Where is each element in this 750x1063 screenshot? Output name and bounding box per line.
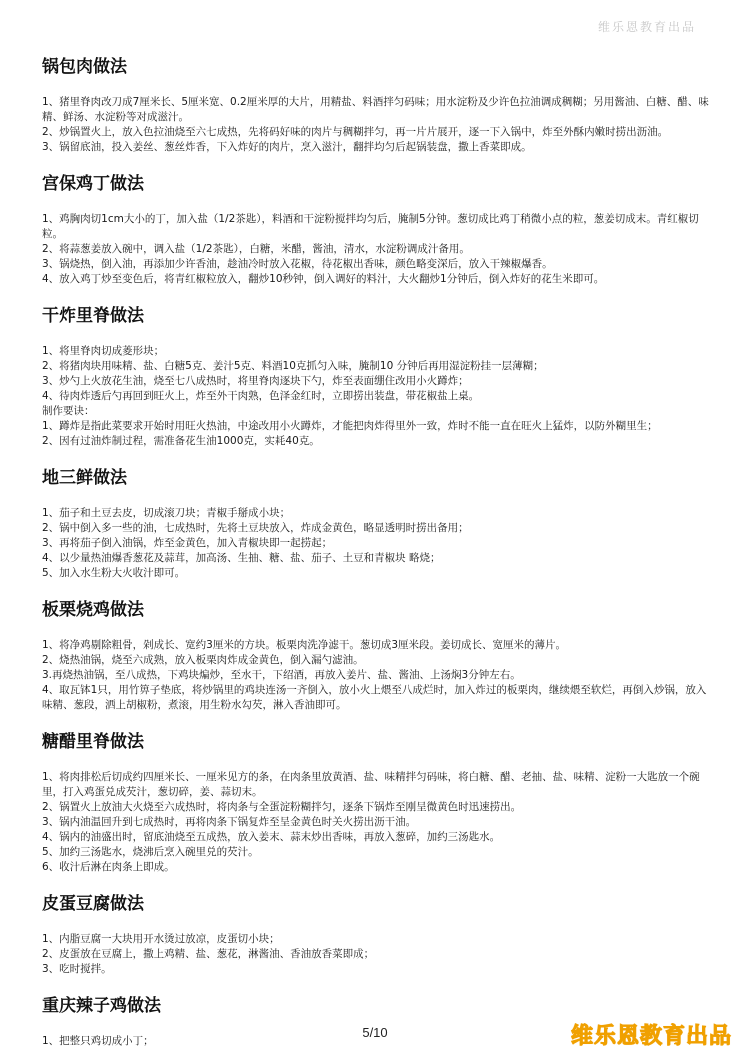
section-ganzhaliji <box>42 301 714 449</box>
text-line: 1、将里脊肉切成菱形块； <box>42 345 165 357</box>
text-line: 2、炒锅置火上，放入色拉油烧至六七成热，先将码好味的肉片与稠糊拌匀，再一片片展开，逐一下入锅中，炸至外酥内嫩时捞出沥油。 <box>42 126 669 138</box>
section-banlishaoji <box>42 595 714 713</box>
text-line: 1、将净鸡剔除粗骨，剁成长、宽约3厘米的方块。板栗肉洗净滤干。葱切成3厘米段。姜切成长、宽厘米的薄片。 <box>42 639 567 651</box>
text-line: 2、将猪肉块用味精、盐、白糖5克、姜汁5克、料酒10克抓匀入味，腌制10 分钟后再用湿淀粉挂一层薄糊； <box>42 360 544 372</box>
section-gongbaojiding <box>42 169 714 287</box>
text-line: 2、皮蛋放在豆腐上，撒上鸡精、盐、葱花，淋酱油、香油放香菜即成； <box>42 948 375 960</box>
text-line: 1、鸡胸肉切1cm大小的丁，加入盐（1/2茶匙），料酒和干淀粉搅拌均匀后，腌制5分钟。葱切成比鸡丁稍微小点的粒，葱姜切成末。青红椒切粒。 <box>42 213 699 240</box>
watermark-bottom: 维乐恩教育出品 <box>570 1024 732 1049</box>
text-line: 1、猪里脊肉改刀成7厘米长、5厘米宽、0.2厘米厚的大片，用精盐、料酒拌匀码味；用水淀粉及少许色拉油调成稠糊；另用酱油、白糖、醋、味精、鲜汤、水淀粉等对成滋汁。 <box>42 96 709 123</box>
text-line: 3、吃时搅拌。 <box>42 963 112 975</box>
section-disanxian <box>42 463 714 581</box>
text-line: 5、加约三汤匙水，烧沸后烹入碗里兑的芡汁。 <box>42 846 259 858</box>
text-line: 6、收汁后淋在肉条上即成。 <box>42 861 175 873</box>
text-line: 4、放入鸡丁炒至变色后，将青红椒粒放入，翻炒10秒钟，倒入调好的料汁，大火翻炒1分钟后，倒入炸好的花生米即可。 <box>42 273 605 285</box>
section-title: 锅包肉做法 <box>42 57 127 77</box>
section-title: 板栗烧鸡做法 <box>42 600 144 620</box>
text-line: 3、炒勺上火放花生油，烧至七八成热时，将里脊肉逐块下勺，炸至表面绷住改用小火蹲炸； <box>42 375 469 387</box>
page-number: 5/10 <box>362 1025 388 1040</box>
document-body <box>42 52 714 1063</box>
text-line: 4、以少量热油爆香葱花及蒜茸，加高汤、生抽、糖、盐、茄子、土豆和青椒块 略烧； <box>42 552 441 564</box>
text-line: 制作要诀： <box>42 405 95 417</box>
text-line: 4、锅内的油盛出时，留底油烧至五成热，放入姜末、蒜末炒出香味，再放入葱碎，加约三汤匙水。 <box>42 831 501 843</box>
text-line: 1、蹲炸是指此菜要求开始时用旺火热油，中途改用小火蹲炸，才能把肉炸得里外一致，炸时不能一直在旺火上猛炸，以防外糊里生； <box>42 420 658 432</box>
section-title: 糖醋里脊做法 <box>42 732 144 752</box>
section-pidandoufu <box>42 889 714 977</box>
section-guobaorou <box>42 52 714 155</box>
section-title: 干炸里脊做法 <box>42 306 144 326</box>
text-line: 1、把整只鸡切成小丁； <box>42 1035 154 1047</box>
text-line: 2、因有过油炸制过程，需准备花生油1000克，实耗40克。 <box>42 435 320 447</box>
section-title: 地三鲜做法 <box>42 468 127 488</box>
text-line: 5、加入水生粉大火收汁即可。 <box>42 567 186 579</box>
section-title: 皮蛋豆腐做法 <box>42 894 144 914</box>
text-line: 4、待肉炸透后勺再回到旺火上，炸至外干肉熟，色泽金红时，立即捞出装盘，带花椒盐上桌。 <box>42 390 480 402</box>
watermark-top: 维乐恩教育出品 <box>597 20 696 34</box>
text-line: 4、取瓦钵1只，用竹箅子垫底，将炒锅里的鸡块连汤一齐倒入，放小火上煨至八成烂时，加入炸过的板栗肉，继续煨至软烂，再倒入炒锅，放入味精、葱段，洒上胡椒粉，煮滚，用生粉水勾芡，淋入香油即可。 <box>42 684 707 711</box>
text-line: 2、烧热油锅，烧至六成熟，放入板栗肉炸成金黄色，倒入漏勺滤油。 <box>42 654 364 666</box>
text-line: 2、锅中倒入多一些的油，七成热时，先将土豆块放入，炸成金黄色，略显透明时捞出备用； <box>42 522 469 534</box>
text-line: 3、锅烧热，倒入油，再添加少许香油，趁油冷时放入花椒，待花椒出香味，颜色略变深后，放入干辣椒爆香。 <box>42 258 553 270</box>
section-title: 重庆辣子鸡做法 <box>42 996 161 1016</box>
text-line: 3、锅内油温回升到七成热时，再将肉条下锅复炸至呈金黄色时关火捞出沥干油。 <box>42 816 417 828</box>
text-line: 3、再将茄子倒入油锅，炸至金黄色，加入青椒块即一起捞起； <box>42 537 333 549</box>
text-line: 2、将蒜葱姜放入碗中，调入盐（1/2茶匙），白糖，米醋，酱油，清水，水淀粉调成汁备用。 <box>42 243 470 255</box>
section-tangculiji <box>42 727 714 875</box>
section-title: 宫保鸡丁做法 <box>42 174 144 194</box>
text-line: 1、内脂豆腐一大块用开水烫过放凉，皮蛋切小块； <box>42 933 280 945</box>
text-line: 2、锅置火上放油大火烧至六成热时，将肉条与全蛋淀粉糊拌匀，逐条下锅炸至刚呈微黄色时迅速捞出。 <box>42 801 522 813</box>
text-line: 3、锅留底油，投入姜丝、葱丝炸香，下入炸好的肉片，烹入滋汁，翻拌均匀后起锅装盘，撒上香菜即成。 <box>42 141 532 153</box>
text-line: 3.再烧热油锅，至八成热，下鸡块煸炒，至水干，下绍酒，再放入姜片、盐、酱油、上汤焖3分钟左右。 <box>42 669 521 681</box>
text-line: 1、将肉排松后切成约四厘米长、一厘米见方的条，在肉条里放黄酒、盐、味精拌匀码味，将白糖、醋、老抽、盐、味精、淀粉一大匙放一个碗里，打入鸡蛋兑成芡汁，葱切碎，姜、蒜切末。 <box>42 771 700 798</box>
text-line: 1、茄子和土豆去皮，切成滚刀块；青椒手掰成小块； <box>42 507 291 519</box>
